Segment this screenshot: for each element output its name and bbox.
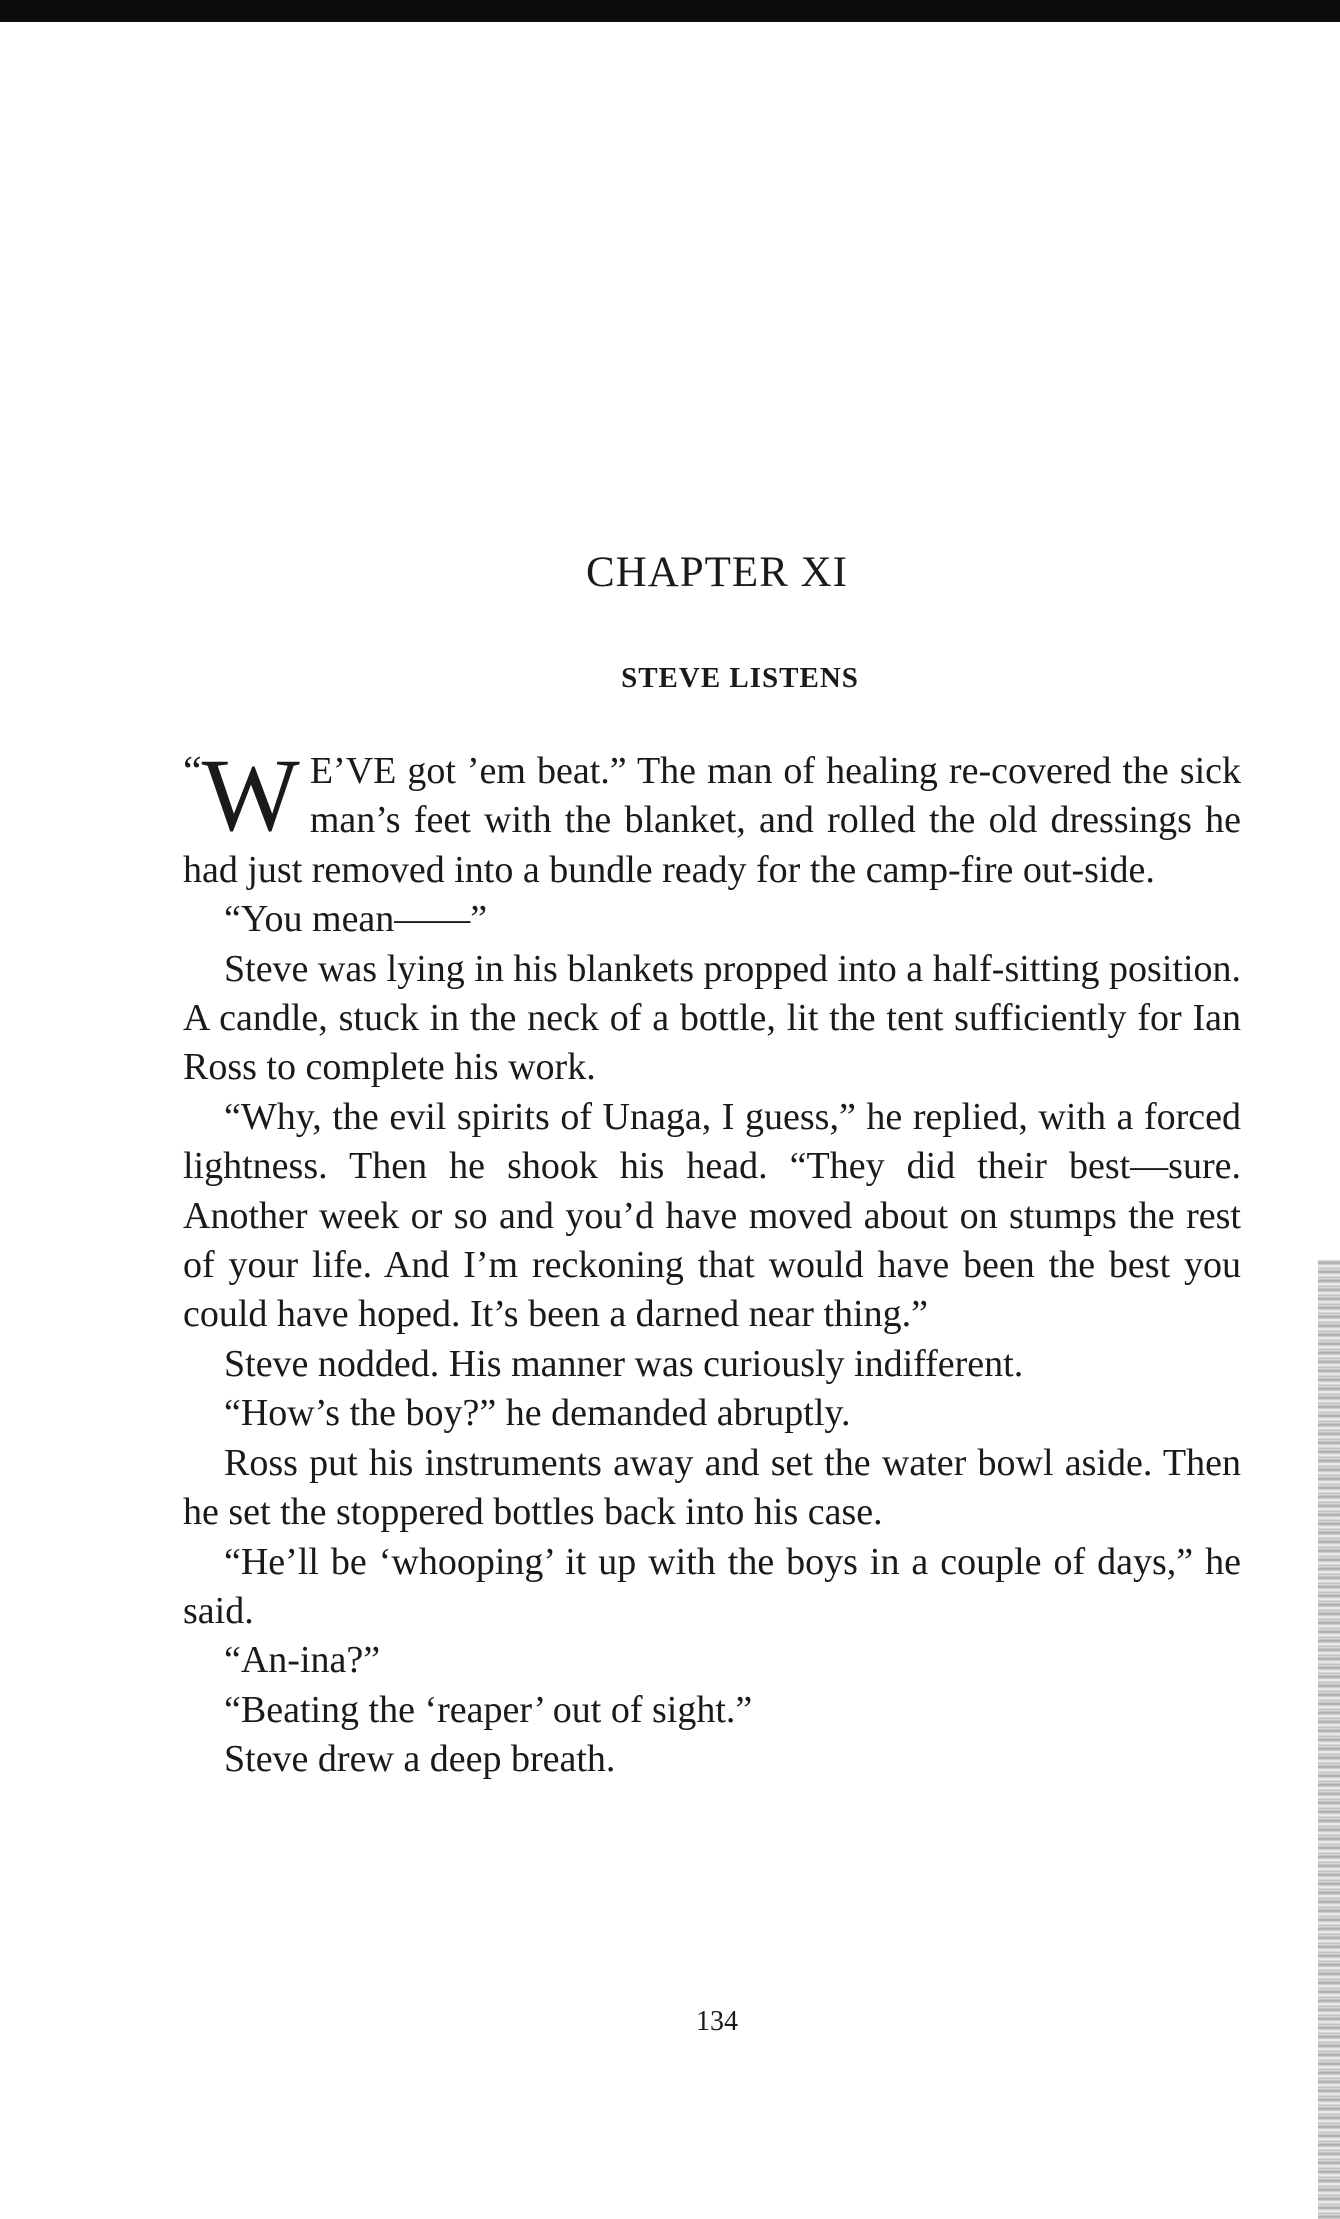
body-text xyxy=(183,738,1241,1785)
scan-top-border xyxy=(0,0,1340,22)
paragraph-5: Steve nodded. His manner was curiously indifferent. xyxy=(224,1342,1024,1385)
paragraph-7: Ross put his instruments away and set the water bowl aside. Then he set the stoppered bottles back into his case. xyxy=(183,1441,1241,1534)
paragraph-2: “You mean——” xyxy=(224,898,488,941)
chapter-subtitle: STEVE LISTENS xyxy=(621,662,859,694)
paragraph-1 xyxy=(183,738,1241,895)
paragraph-3: Steve was lying in his blankets propped into a half-sitting position. A candle, stuck in the neck of a bottle, lit the tent sufficiently for Ian Ross to complete his work. xyxy=(183,947,1241,1089)
paragraph-6: “How’s the boy?” he demanded abruptly. xyxy=(224,1392,851,1435)
drop-cap-letter: W xyxy=(201,738,300,853)
paragraph-9: “An-ina?” xyxy=(224,1639,381,1682)
chapter-title: CHAPTER XI xyxy=(585,549,849,596)
paragraph-8: “He’ll be ‘whooping’ it up with the boys in a couple of days,” he said. xyxy=(183,1540,1241,1632)
page-number: 134 xyxy=(696,2006,738,2037)
paragraph-10: “Beating the ‘reaper’ out of sight.” xyxy=(224,1688,753,1731)
opening-quote: “ xyxy=(183,749,202,795)
paragraph-4: “Why, the evil spirits of Unaga, I guess,” he replied, with a forced lightness. Then he shook his head. “They did their best—sure. Another week or so and you’d have moved about on stumps the rest of your life. And I’m reckoning that would have been the best you could have hoped. It’s been a darned near thing.” xyxy=(183,1095,1241,1336)
paragraph-text: E’VE got ’em beat.” The man of healing re-covered the sick man’s feet with the blanket, and rolled the old dressings he had just removed into a bundle ready for the camp-fire out-side. xyxy=(183,750,1241,891)
page-edge-shadow xyxy=(1318,1260,1340,2219)
paragraph-11: Steve drew a deep breath. xyxy=(224,1738,616,1781)
